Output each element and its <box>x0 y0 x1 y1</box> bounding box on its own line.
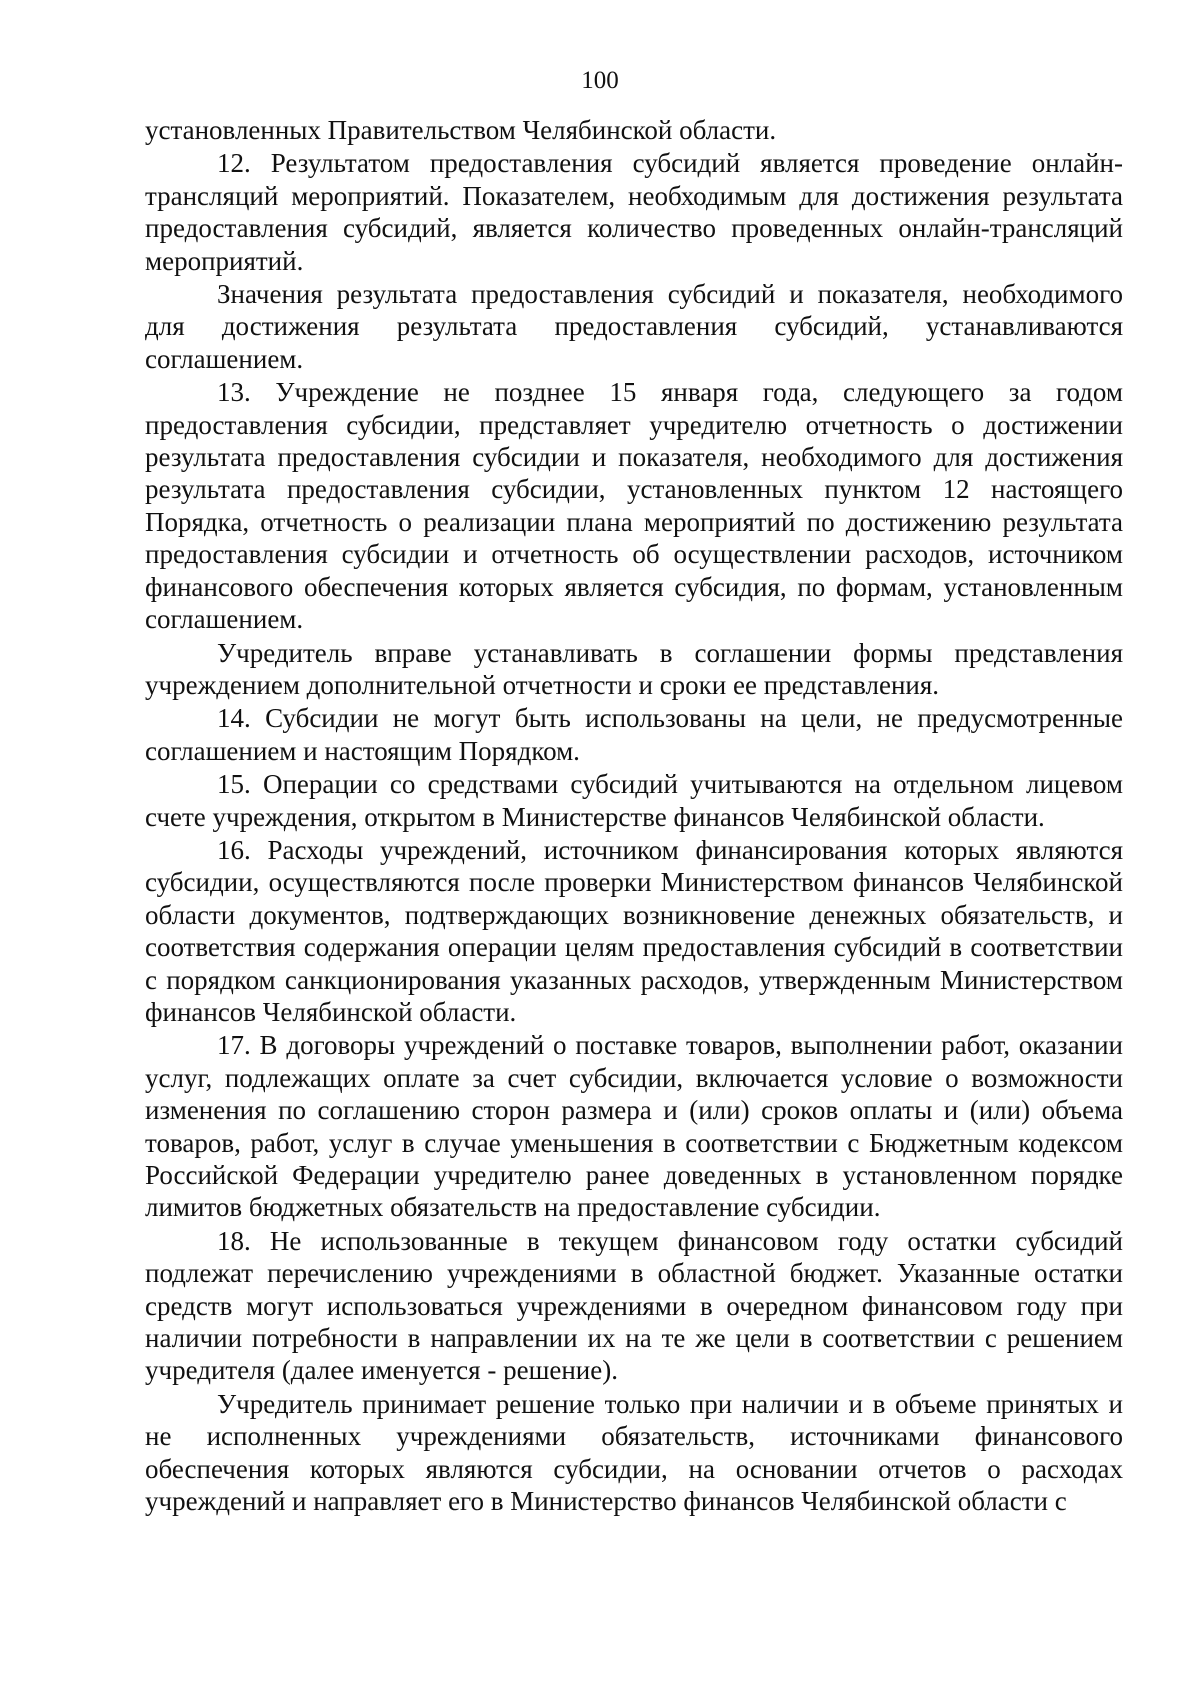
document-body <box>145 114 1123 1517</box>
paragraph-18-decision: Учредитель принимает решение только при наличии и в объеме принятых и не исполненных учреждениями обязательств, источниками финансового обеспечения которых являются субсидии, на основании отчетов о расходах учреждений и направляет его в Министерство финансов Челябинской области с <box>145 1388 1123 1517</box>
page-number: 100 <box>581 67 619 94</box>
paragraph-16: 16. Расходы учреждений, источником финансирования которых являются субсидии, осуществляются после проверки Министерством финансов Челябинской области документов, подтверждающих возникновение денежных обязательств, и соответствия содержания операции целям предоставления субсидий в соответствии с порядком санкционирования указанных расходов, утвержденным Министерством финансов Челябинской области. <box>145 834 1123 1027</box>
paragraph-continuation: установленных Правительством Челябинской области. <box>145 115 777 145</box>
paragraph-12-values: Значения результата предоставления субсидий и показателя, необходимого для достижения результата предоставления субсидий, устанавливаются соглашением. <box>145 279 1123 374</box>
paragraph-13-additional: Учредитель вправе устанавливать в соглашении формы представления учреждением дополнительной отчетности и сроки ее представления. <box>145 637 1123 700</box>
paragraph-13: 13. Учреждение не позднее 15 января года, следующего за годом предоставления субсидии, представляет учредителю отчетность о достижении результата предоставления субсидии и показателя, необходимого для достижения результата предоставления субсидии, установленных пунктом 12 настоящего Порядка, отчетность о реализации плана мероприятий по достижению результата предоставления субсидии и отчетность об осуществлении расходов, источником финансового обеспечения которых является субсидия, по формам, установленным соглашением. <box>145 377 1123 635</box>
paragraph-18: 18. Не использованные в текущем финансовом году остатки субсидий подлежат перечислению учреждениями в областной бюджет. Указанные остатки средств могут использоваться учреждениями в очередном финансовом году при наличии потребности в направлении их на те же цели в соответствии с решением учредителя (далее именуется - решение). <box>145 1225 1123 1386</box>
paragraph-12: 12. Результатом предоставления субсидий является проведение онлайн-трансляций мероприятий. Показателем, необходимым для достижения результата предоставления субсидий, является количество проведенных онлайн-трансляций мероприятий. <box>145 148 1123 276</box>
paragraph-17: 17. В договоры учреждений о поставке товаров, выполнении работ, оказании услуг, подлежащих оплате за счет субсидии, включается условие о возможности изменения по соглашению сторон размера и (или) сроков оплаты и (или) объема товаров, работ, услуг в случае уменьшения в соответствии с Бюджетным кодексом Российской Федерации учредителю ранее доведенных в установленном порядке лимитов бюджетных обязательств на предоставление субсидии. <box>145 1030 1123 1223</box>
paragraph-14: 14. Субсидии не могут быть использованы на цели, не предусмотренные соглашением и настоящим Порядком. <box>145 703 1123 766</box>
paragraph-15: 15. Операции со средствами субсидий учитываются на отдельном лицевом счете учреждения, открытом в Министерстве финансов Челябинской области. <box>145 769 1123 832</box>
